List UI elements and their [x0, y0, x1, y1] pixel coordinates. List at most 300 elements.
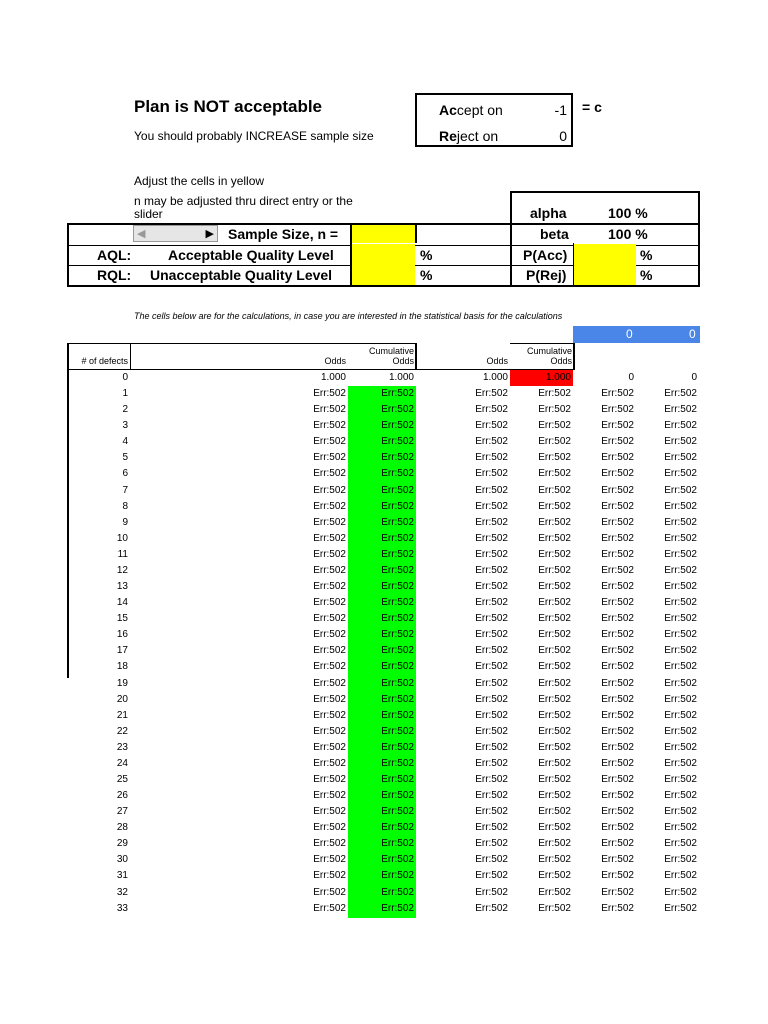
table-cell: Err:502: [664, 870, 697, 882]
table-cell: Err:502: [475, 404, 508, 416]
table-row: [0, 434, 697, 450]
table-cell: Err:502: [475, 548, 508, 560]
table-cell: Err:502: [601, 645, 634, 657]
table-cell: Err:502: [475, 741, 508, 753]
table-cell: Err:502: [601, 741, 634, 753]
table-row: [0, 531, 697, 547]
table-cell: Err:502: [664, 661, 697, 673]
table-cell: Err:502: [475, 516, 508, 528]
table-cell: Err:502: [538, 645, 571, 657]
table-cell: 10: [116, 532, 128, 544]
table-cell: Err:502: [475, 388, 508, 400]
table-cell: Err:502: [538, 661, 571, 673]
table-cell: Err:502: [381, 774, 414, 785]
table-cell: Err:502: [313, 822, 346, 834]
table-cell: Err:502: [601, 806, 634, 818]
plan-advice: You should probably INCREASE sample size: [134, 129, 374, 143]
table-cell: Err:502: [313, 581, 346, 593]
table-cell: Err:502: [475, 645, 508, 657]
table-cell: Err:502: [664, 484, 697, 496]
table-cell: Err:502: [381, 388, 414, 400]
table-row: [0, 740, 697, 756]
alpha-value: 100 %: [608, 205, 648, 221]
table-cell: Err:502: [475, 838, 508, 850]
accept-reject-box: [415, 93, 573, 147]
table-cell: Err:502: [664, 677, 697, 689]
table-cell: Err:502: [601, 516, 634, 528]
table-cell: Err:502: [475, 886, 508, 898]
table-cell: Err:502: [601, 709, 634, 721]
table-cell: Err:502: [475, 436, 508, 448]
table-row: [0, 595, 697, 611]
table-cell: 31: [116, 870, 128, 882]
table-row: [0, 483, 697, 499]
rql-short-label: RQL:: [97, 267, 132, 283]
table-cell: Err:502: [381, 629, 414, 641]
table-cell: Err:502: [381, 404, 414, 416]
table-cell: Err:502: [601, 854, 634, 866]
table-cell: Err:502: [475, 677, 508, 689]
table-cell: Err:502: [538, 613, 571, 625]
instruction-adjust: Adjust the cells in yellow: [134, 174, 265, 188]
table-cell: Err:502: [475, 581, 508, 593]
table-cell: Err:502: [313, 774, 346, 785]
sample-size-input[interactable]: [352, 225, 415, 243]
table-cell: Err:502: [664, 725, 697, 737]
table-cell: 0: [691, 372, 697, 383]
header-odds-1: Odds: [324, 356, 346, 366]
table-cell: Err:502: [313, 790, 346, 802]
table-cell: 1.000: [482, 372, 508, 383]
header-defects: # of defects: [81, 356, 128, 366]
table-cell: 28: [116, 822, 128, 834]
table-cell: Err:502: [601, 725, 634, 737]
table-row: [0, 370, 697, 386]
table-cell: Err:502: [601, 774, 634, 785]
table-cell: Err:502: [601, 902, 634, 914]
table-cell: Err:502: [664, 516, 697, 528]
table-cell: Err:502: [313, 741, 346, 753]
table-cell: Err:502: [601, 532, 634, 544]
table-row: [0, 901, 697, 917]
table-cell: 5: [122, 452, 128, 464]
table-cell: Err:502: [601, 597, 634, 609]
table-cell: Err:502: [381, 790, 414, 802]
prej-label: P(Rej): [526, 267, 567, 283]
table-cell: Err:502: [601, 790, 634, 802]
table-cell: Err:502: [381, 581, 414, 593]
table-cell: Err:502: [475, 693, 508, 705]
table-cell: 1: [122, 388, 128, 400]
table-cell: Err:502: [313, 757, 346, 769]
accept-label-bold: Ac: [439, 102, 457, 118]
table-cell: Err:502: [538, 548, 571, 560]
table-cell: Err:502: [664, 452, 697, 464]
table-row: [0, 611, 697, 627]
table-cell: Err:502: [601, 677, 634, 689]
table-cell: 0: [122, 372, 128, 383]
table-cell: Err:502: [381, 661, 414, 673]
aql-short-label: AQL:: [97, 247, 132, 263]
table-row: [0, 515, 697, 531]
table-cell: Err:502: [664, 436, 697, 448]
table-cell: Err:502: [381, 870, 414, 882]
table-cell: Err:502: [538, 629, 571, 641]
table-cell: Err:502: [475, 484, 508, 496]
table-cell: Err:502: [601, 661, 634, 673]
table-cell: Err:502: [313, 629, 346, 641]
reject-value: 0: [559, 128, 567, 144]
table-cell: Err:502: [313, 420, 346, 432]
accept-row: [417, 97, 571, 123]
table-cell: Err:502: [538, 725, 571, 737]
table-cell: 22: [116, 725, 128, 737]
table-cell: Err:502: [664, 500, 697, 512]
table-cell: 14: [116, 597, 128, 609]
table-row: [0, 450, 697, 466]
table-cell: Err:502: [475, 532, 508, 544]
table-cell: Err:502: [313, 404, 346, 416]
table-row: [0, 852, 697, 868]
table-cell: Err:502: [313, 516, 346, 528]
reject-label: ject on: [456, 128, 499, 144]
table-cell: Err:502: [601, 886, 634, 898]
table-cell: Err:502: [381, 902, 414, 914]
table-cell: Err:502: [313, 548, 346, 560]
table-cell: Err:502: [601, 420, 634, 432]
table-row: [0, 563, 697, 579]
pacc-percent: %: [640, 247, 653, 263]
table-cell: Err:502: [664, 838, 697, 850]
table-cell: Err:502: [601, 452, 634, 464]
table-cell: Err:502: [538, 516, 571, 528]
table-cell: Err:502: [475, 613, 508, 625]
sample-size-label: Sample Size, n =: [228, 226, 339, 242]
table-cell: Err:502: [475, 500, 508, 512]
table-cell: Err:502: [538, 564, 571, 576]
table-cell: Err:502: [601, 468, 634, 480]
header-cumulative-1: Cumulative Odds: [368, 346, 414, 366]
table-cell: Err:502: [381, 645, 414, 657]
table-cell: Err:502: [381, 854, 414, 866]
table-cell: Err:502: [313, 388, 346, 400]
table-cell: 23: [116, 741, 128, 753]
table-cell: Err:502: [664, 468, 697, 480]
table-cell: Err:502: [538, 597, 571, 609]
table-cell: Err:502: [664, 757, 697, 769]
table-cell: Err:502: [601, 838, 634, 850]
reject-label-bold: Re: [439, 128, 457, 144]
table-cell: Err:502: [538, 484, 571, 496]
table-cell: Err:502: [601, 404, 634, 416]
table-cell: Err:502: [538, 581, 571, 593]
table-cell: Err:502: [601, 500, 634, 512]
table-cell: 8: [122, 500, 128, 512]
table-cell: Err:502: [601, 564, 634, 576]
table-cell: Err:502: [601, 822, 634, 834]
table-cell: Err:502: [381, 532, 414, 544]
blue-header-bar: [573, 326, 700, 343]
table-cell: Err:502: [475, 790, 508, 802]
table-cell: 4: [122, 436, 128, 448]
table-cell: Err:502: [475, 629, 508, 641]
table-cell: Err:502: [538, 404, 571, 416]
instruction-slider: n may be adjusted thru direct entry or the slider: [134, 194, 353, 221]
table-row: [0, 418, 697, 434]
table-row: [0, 579, 697, 595]
table-cell: Err:502: [313, 854, 346, 866]
pacc-label: P(Acc): [523, 247, 568, 263]
table-cell: Err:502: [381, 709, 414, 721]
header-cumulative-2: Cumulative Odds: [526, 346, 572, 366]
table-cell: 12: [116, 564, 128, 576]
table-cell: Err:502: [381, 693, 414, 705]
pacc-input[interactable]: [574, 244, 636, 264]
table-cell: Err:502: [538, 822, 571, 834]
table-cell: Err:502: [381, 500, 414, 512]
slider-left-arrow-icon[interactable]: ◀: [137, 228, 146, 240]
table-cell: 19: [116, 677, 128, 689]
slider-right-arrow-icon[interactable]: ▶: [205, 228, 214, 240]
table-cell: Err:502: [664, 581, 697, 593]
table-cell: Err:502: [313, 436, 346, 448]
table-cell: Err:502: [664, 822, 697, 834]
table-cell: Err:502: [664, 854, 697, 866]
rql-label: Unacceptable Quality Level: [150, 267, 333, 283]
table-row: [0, 724, 697, 740]
table-row: [0, 643, 697, 659]
table-cell: Err:502: [664, 597, 697, 609]
table-cell: 30: [116, 854, 128, 866]
table-cell: Err:502: [475, 420, 508, 432]
table-cell: Err:502: [475, 452, 508, 464]
table-cell: Err:502: [381, 677, 414, 689]
table-cell: Err:502: [381, 484, 414, 496]
table-cell: Err:502: [664, 774, 697, 785]
table-cell: Err:502: [664, 790, 697, 802]
c-label: = c: [582, 99, 602, 115]
table-cell: Err:502: [664, 806, 697, 818]
table-cell: Err:502: [475, 774, 508, 785]
table-cell: Err:502: [313, 532, 346, 544]
table-cell: Err:502: [538, 806, 571, 818]
table-cell: Err:502: [664, 548, 697, 560]
table-cell: Err:502: [538, 532, 571, 544]
table-cell: 1.000: [545, 372, 571, 383]
table-cell: Err:502: [538, 757, 571, 769]
table-cell: 21: [116, 709, 128, 721]
table-cell: Err:502: [664, 629, 697, 641]
alpha-label: alpha: [530, 205, 567, 221]
table-cell: Err:502: [475, 725, 508, 737]
table-cell: Err:502: [664, 388, 697, 400]
beta-label: beta: [540, 226, 569, 242]
table-cell: 20: [116, 693, 128, 705]
table-cell: Err:502: [664, 902, 697, 914]
table-cell: 1.000: [388, 372, 414, 383]
table-cell: Err:502: [313, 725, 346, 737]
table-cell: Err:502: [538, 790, 571, 802]
table-cell: Err:502: [538, 436, 571, 448]
table-cell: Err:502: [381, 452, 414, 464]
table-cell: Err:502: [313, 597, 346, 609]
table-cell: Err:502: [381, 548, 414, 560]
table-cell: Err:502: [664, 886, 697, 898]
table-cell: Err:502: [313, 468, 346, 480]
table-cell: 24: [116, 757, 128, 769]
table-cell: Err:502: [601, 388, 634, 400]
table-cell: Err:502: [381, 436, 414, 448]
table-cell: Err:502: [475, 757, 508, 769]
table-cell: Err:502: [538, 468, 571, 480]
table-cell: 7: [122, 484, 128, 496]
table-row: [0, 804, 697, 820]
table-cell: 6: [122, 468, 128, 480]
table-cell: Err:502: [381, 420, 414, 432]
table-cell: Err:502: [664, 709, 697, 721]
table-row: [0, 466, 697, 482]
table-cell: Err:502: [601, 548, 634, 560]
table-cell: 16: [116, 629, 128, 641]
table-cell: Err:502: [475, 854, 508, 866]
table-cell: Err:502: [381, 725, 414, 737]
table-cell: Err:502: [381, 838, 414, 850]
table-cell: 26: [116, 790, 128, 802]
table-cell: Err:502: [538, 709, 571, 721]
table-cell: 9: [122, 516, 128, 528]
beta-value: 100 %: [608, 226, 648, 242]
table-cell: Err:502: [475, 822, 508, 834]
aql-label: Acceptable Quality Level: [168, 247, 334, 263]
table-cell: Err:502: [475, 902, 508, 914]
header-odds-2: Odds: [486, 356, 508, 366]
table-cell: Err:502: [664, 693, 697, 705]
table-cell: Err:502: [664, 420, 697, 432]
table-cell: Err:502: [313, 806, 346, 818]
table-row: [0, 547, 697, 563]
table-cell: Err:502: [313, 613, 346, 625]
table-cell: Err:502: [664, 532, 697, 544]
table-cell: Err:502: [538, 870, 571, 882]
sample-size-slider[interactable]: [133, 225, 218, 242]
table-cell: Err:502: [538, 420, 571, 432]
table-row: [0, 708, 697, 724]
table-cell: Err:502: [313, 500, 346, 512]
table-cell: 18: [116, 661, 128, 673]
table-cell: Err:502: [664, 404, 697, 416]
accept-label: cept on: [456, 102, 503, 118]
table-cell: Err:502: [381, 516, 414, 528]
table-cell: Err:502: [381, 757, 414, 769]
table-cell: Err:502: [538, 741, 571, 753]
table-cell: Err:502: [381, 613, 414, 625]
table-cell: 13: [116, 581, 128, 593]
table-cell: Err:502: [313, 838, 346, 850]
table-cell: Err:502: [313, 902, 346, 914]
table-cell: Err:502: [664, 613, 697, 625]
table-cell: Err:502: [313, 709, 346, 721]
table-cell: Err:502: [601, 757, 634, 769]
table-cell: Err:502: [313, 677, 346, 689]
table-cell: Err:502: [313, 564, 346, 576]
table-row: [0, 402, 697, 418]
table-row: [0, 820, 697, 836]
table-cell: Err:502: [538, 886, 571, 898]
blue-value-2: 0: [689, 327, 696, 341]
table-cell: Err:502: [381, 564, 414, 576]
table-cell: Err:502: [601, 693, 634, 705]
table-cell: 25: [116, 774, 128, 785]
table-row: [0, 756, 697, 772]
table-cell: Err:502: [664, 564, 697, 576]
table-cell: Err:502: [313, 661, 346, 673]
table-cell: Err:502: [538, 838, 571, 850]
table-cell: Err:502: [475, 709, 508, 721]
table-cell: Err:502: [381, 741, 414, 753]
table-cell: 11: [117, 548, 128, 560]
table-row: [0, 788, 697, 804]
table-row: [0, 868, 697, 884]
table-cell: Err:502: [381, 468, 414, 480]
table-cell: Err:502: [313, 452, 346, 464]
table-cell: Err:502: [381, 886, 414, 898]
prej-percent: %: [640, 267, 653, 283]
table-cell: Err:502: [538, 693, 571, 705]
table-cell: 0: [628, 372, 634, 383]
table-cell: Err:502: [381, 597, 414, 609]
table-row: [0, 627, 697, 643]
table-cell: Err:502: [538, 500, 571, 512]
table-cell: 1.000: [320, 372, 346, 383]
table-cell: Err:502: [313, 886, 346, 898]
table-row: [0, 692, 697, 708]
table-cell: Err:502: [313, 693, 346, 705]
table-cell: Err:502: [475, 564, 508, 576]
table-row: [0, 499, 697, 515]
aql-input[interactable]: [352, 244, 415, 264]
table-cell: Err:502: [601, 613, 634, 625]
table-row: [0, 386, 697, 402]
table-cell: Err:502: [313, 645, 346, 657]
table-cell: Err:502: [601, 436, 634, 448]
table-cell: Err:502: [475, 806, 508, 818]
blue-value-1: 0: [626, 327, 633, 341]
table-cell: Err:502: [475, 870, 508, 882]
table-cell: Err:502: [601, 870, 634, 882]
plan-status-title: Plan is NOT acceptable: [134, 97, 323, 116]
prej-input[interactable]: [574, 264, 636, 285]
table-cell: 29: [116, 838, 128, 850]
rql-percent: %: [420, 267, 433, 283]
table-cell: Err:502: [538, 774, 571, 785]
table-cell: Err:502: [538, 902, 571, 914]
rql-input[interactable]: [352, 264, 415, 285]
table-row: [0, 772, 697, 788]
table-row: [0, 885, 697, 901]
table-cell: Err:502: [381, 822, 414, 834]
table-row: [0, 659, 697, 675]
table-cell: Err:502: [601, 484, 634, 496]
table-cell: 17: [116, 645, 128, 657]
table-cell: 27: [116, 806, 128, 818]
table-cell: 2: [122, 404, 128, 416]
table-cell: Err:502: [313, 870, 346, 882]
table-cell: Err:502: [538, 677, 571, 689]
accept-value: -1: [554, 102, 567, 118]
table-cell: Err:502: [664, 645, 697, 657]
reject-row: [417, 123, 571, 149]
table-cell: Err:502: [538, 452, 571, 464]
